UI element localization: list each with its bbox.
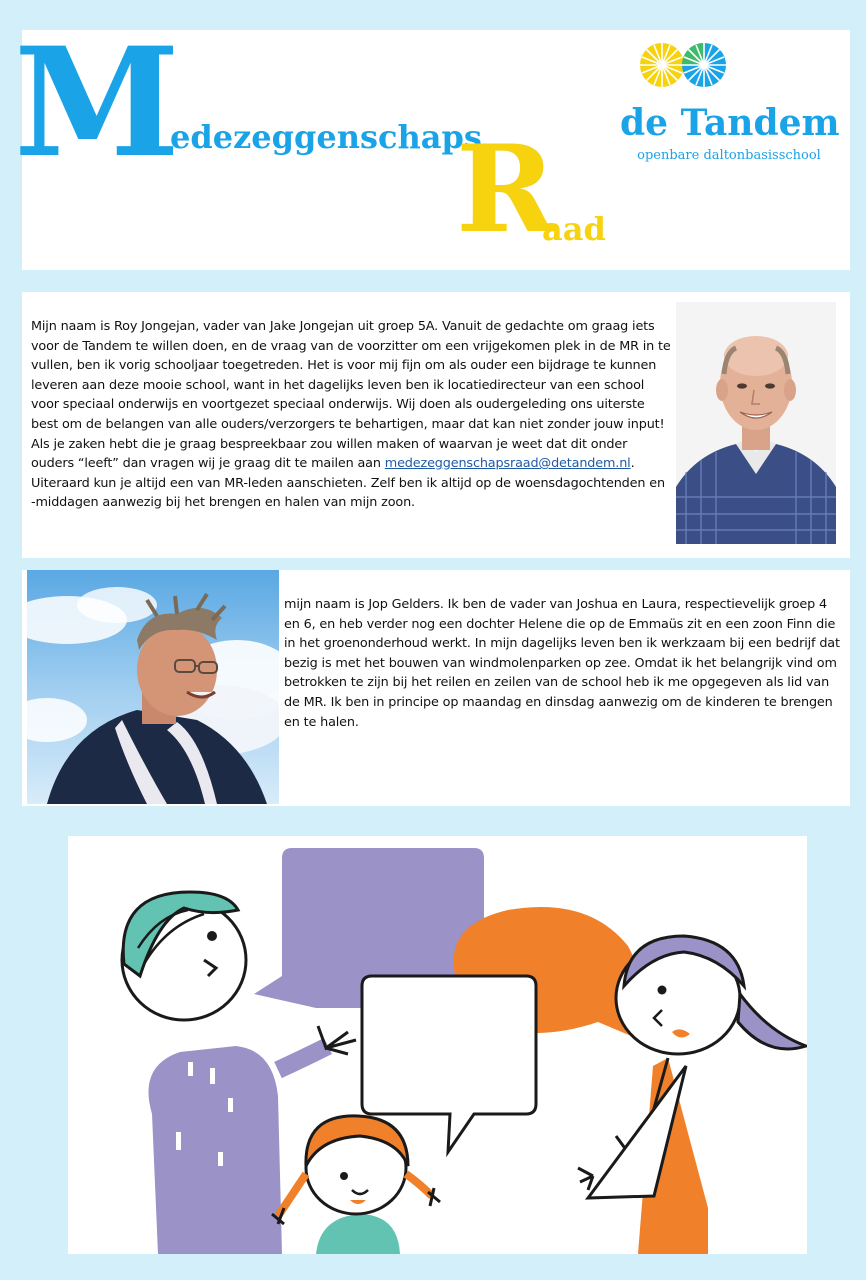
header-banner <box>14 15 850 270</box>
school-logo-name: de Tandem <box>620 102 840 144</box>
member-bio-jop: mijn naam is Jop Gelders. Ik ben de vader van Joshua en Laura, respectievelijk groep 4 en 6, en heb verder nog een dochter Helene die op de Emmaüs zit en een zoon Finn die in het groenonderhoud werkt. In mijn dagelijks leven ben ik werkzaam bij een bedrijf dat bezig is met het bouwen van windmolenparken op zee. Omdat ik het belangrijk vind om betrokken te zijn bij het reilen en zeilen van de school heb ik me opgegeven als lid van de MR. Ik ben in principe op maandag en dinsdag aanwezig om de kinderen te brengen en te halen. <box>284 597 840 730</box>
tandem-wheels-logo-icon <box>638 40 728 90</box>
member-photo-roy <box>676 302 836 544</box>
email-link[interactable]: medezeggenschapsraad@detandem.nl <box>384 456 631 472</box>
title-initial-r: R <box>456 119 556 260</box>
bio-text-part-1: Mijn naam is Roy Jongejan, vader van Jake Jongejan uit groep 5A. Vanuit de gedachte om graag iets voor de Tandem te willen doen, en de vraag van de voorzitter om een vrijgekomen plek in de MR in te vullen, ben ik vorig schooljaar toegetreden. Het is voor mij fijn om als ouder een bijdrage te kunnen leveren aan deze mooie school, want in het dagelijks leven ben ik locatiedirecteur van een school voor speciaal onderwijs en voortgezet speciaal onderwijs. Wij doen als oudergeleding ons uiterste best om de belangen van alle ouders/verzorgers te behartigen, maar dat kan niet zonder jouw input! Als je zaken hebt die je graag bespreekbaar zou willen maken of waarvan je weet dat dit onder ouders “leeft” dan vragen wij je graag dit te mailen aan <box>31 319 671 472</box>
school-logo-subtitle: openbare daltonbasisschool <box>637 148 821 163</box>
member-bio-roy <box>31 317 672 513</box>
member-card-roy <box>22 292 850 558</box>
bio-text-part-2: . Uiteraard kun je altijd een van MR-leden aanschieten. Zelf ben ik altijd op de woensdagochtenden en -middagen aanwezig bij het brengen en halen van mijn zoon. <box>31 456 665 511</box>
member-photo-jop <box>27 570 279 804</box>
title-word-raad: aad <box>542 210 606 248</box>
title-word-medezeggenschaps: edezeggenschaps <box>170 118 482 156</box>
conversation-illustration <box>68 836 807 1254</box>
title-initial-m: M <box>14 15 175 191</box>
member-card-jop <box>22 570 850 806</box>
